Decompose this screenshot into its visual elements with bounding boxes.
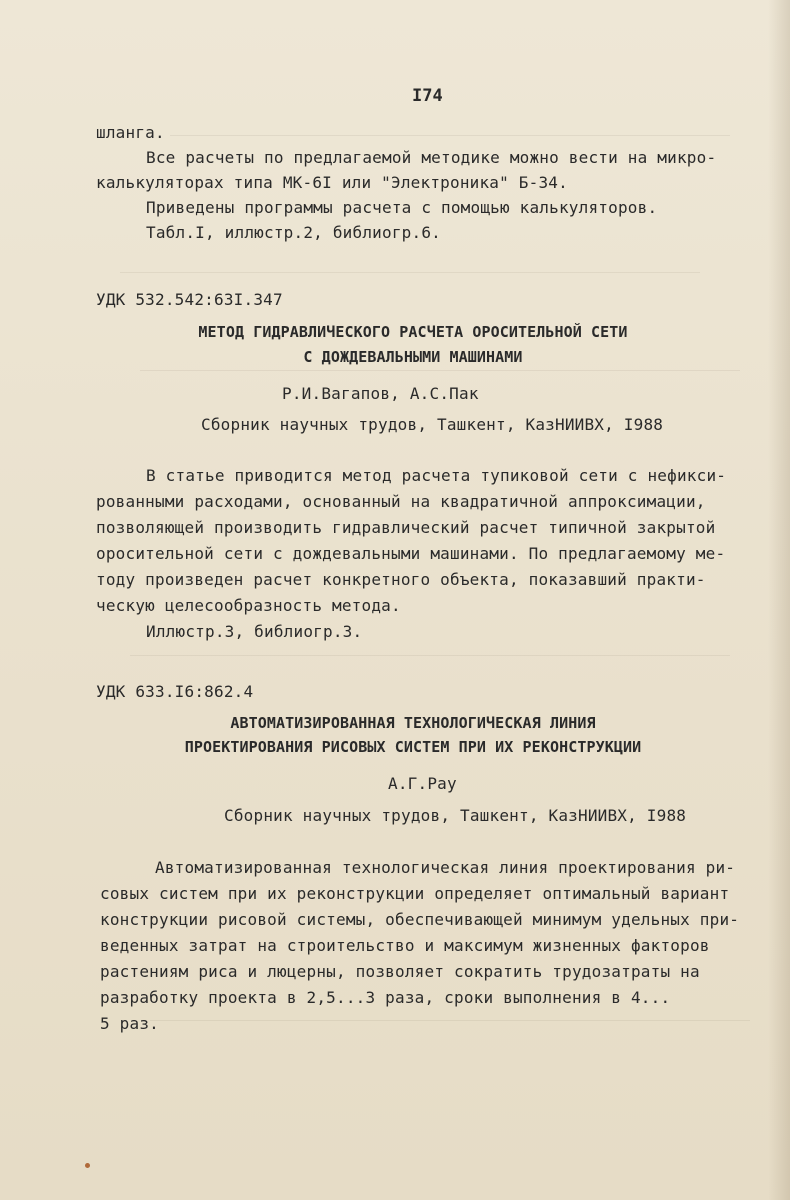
abstract-line: разработку проекта в 2,5...3 раза, сроки выполнения в 4... xyxy=(100,988,671,1007)
bleed-through-line xyxy=(130,655,730,656)
abstract-line: тоду произведен расчет конкретного объекта, показавший практи- xyxy=(96,570,706,589)
text-line: шланга. xyxy=(96,123,165,142)
text-line: калькуляторах типа МК-6I или "Электроника" Б-34. xyxy=(96,173,568,192)
page-edge-shadow xyxy=(768,0,790,1200)
bleed-through-line xyxy=(120,272,700,273)
page-number: I74 xyxy=(412,86,443,106)
article-source: Сборник научных трудов, Ташкент, КазНИИВХ, I988 xyxy=(224,806,687,825)
text-line: Табл.I, иллюстр.2, библиогр.6. xyxy=(146,223,441,242)
abstract-line: совых систем при их реконструкции определяет оптимальный вариант xyxy=(100,884,730,903)
text-line: Приведены программы расчета с помощью калькуляторов. xyxy=(146,198,658,217)
article-source: Сборник научных трудов, Ташкент, КазНИИВХ, I988 xyxy=(201,415,664,434)
abstract-line: позволяющей производить гидравлический расчет типичной закрытой xyxy=(96,518,716,537)
abstract-line: Автоматизированная технологическая линия проектирования ри- xyxy=(155,858,736,877)
abstract-line: растениям риса и люцерны, позволяет сократить трудозатраты на xyxy=(100,962,700,981)
abstract-line: оросительной сети с дождевальными машинами. По предлагаемому ме- xyxy=(96,544,726,563)
article-authors: Р.И.Вагапов, А.С.Пак xyxy=(282,384,479,403)
abstract-line: конструкции рисовой системы, обеспечивающей минимум удельных при- xyxy=(100,910,740,929)
bleed-through-line xyxy=(140,370,740,371)
article-authors: А.Г.Рау xyxy=(388,774,457,793)
abstract-line: ческую целесообразность метода. xyxy=(96,596,401,615)
ink-blot xyxy=(85,1163,90,1168)
text-line: Все расчеты по предлагаемой методике можно вести на микро- xyxy=(146,148,717,167)
udk-code: УДК 633.I6:862.4 xyxy=(96,682,254,701)
abstract-line: В статье приводится метод расчета тупиковой сети с нефикси- xyxy=(146,466,727,485)
abstract-line: рованными расходами, основанный на квадратичной аппроксимации, xyxy=(96,492,706,511)
udk-code: УДК 532.542:63I.347 xyxy=(96,290,283,309)
article-title: ПРОЕКТИРОВАНИЯ РИСОВЫХ СИСТЕМ ПРИ ИХ РЕКОНСТРУКЦИИ xyxy=(184,738,642,756)
bleed-through-line xyxy=(170,135,730,136)
article-refs: Иллюстр.3, библиогр.3. xyxy=(146,622,363,641)
article-title: АВТОМАТИЗИРОВАННАЯ ТЕХНОЛОГИЧЕСКАЯ ЛИНИЯ xyxy=(230,714,596,732)
bleed-through-line xyxy=(150,1020,750,1021)
abstract-line: веденных затрат на строительство и максимум жизненных факторов xyxy=(100,936,710,955)
article-title: МЕТОД ГИДРАВЛИЧЕСКОГО РАСЧЕТА ОРОСИТЕЛЬНОЙ СЕТИ xyxy=(198,323,628,341)
abstract-line: 5 раз. xyxy=(100,1014,159,1033)
article-title: С ДОЖДЕВАЛЬНЫМИ МАШИНАМИ xyxy=(303,348,523,366)
